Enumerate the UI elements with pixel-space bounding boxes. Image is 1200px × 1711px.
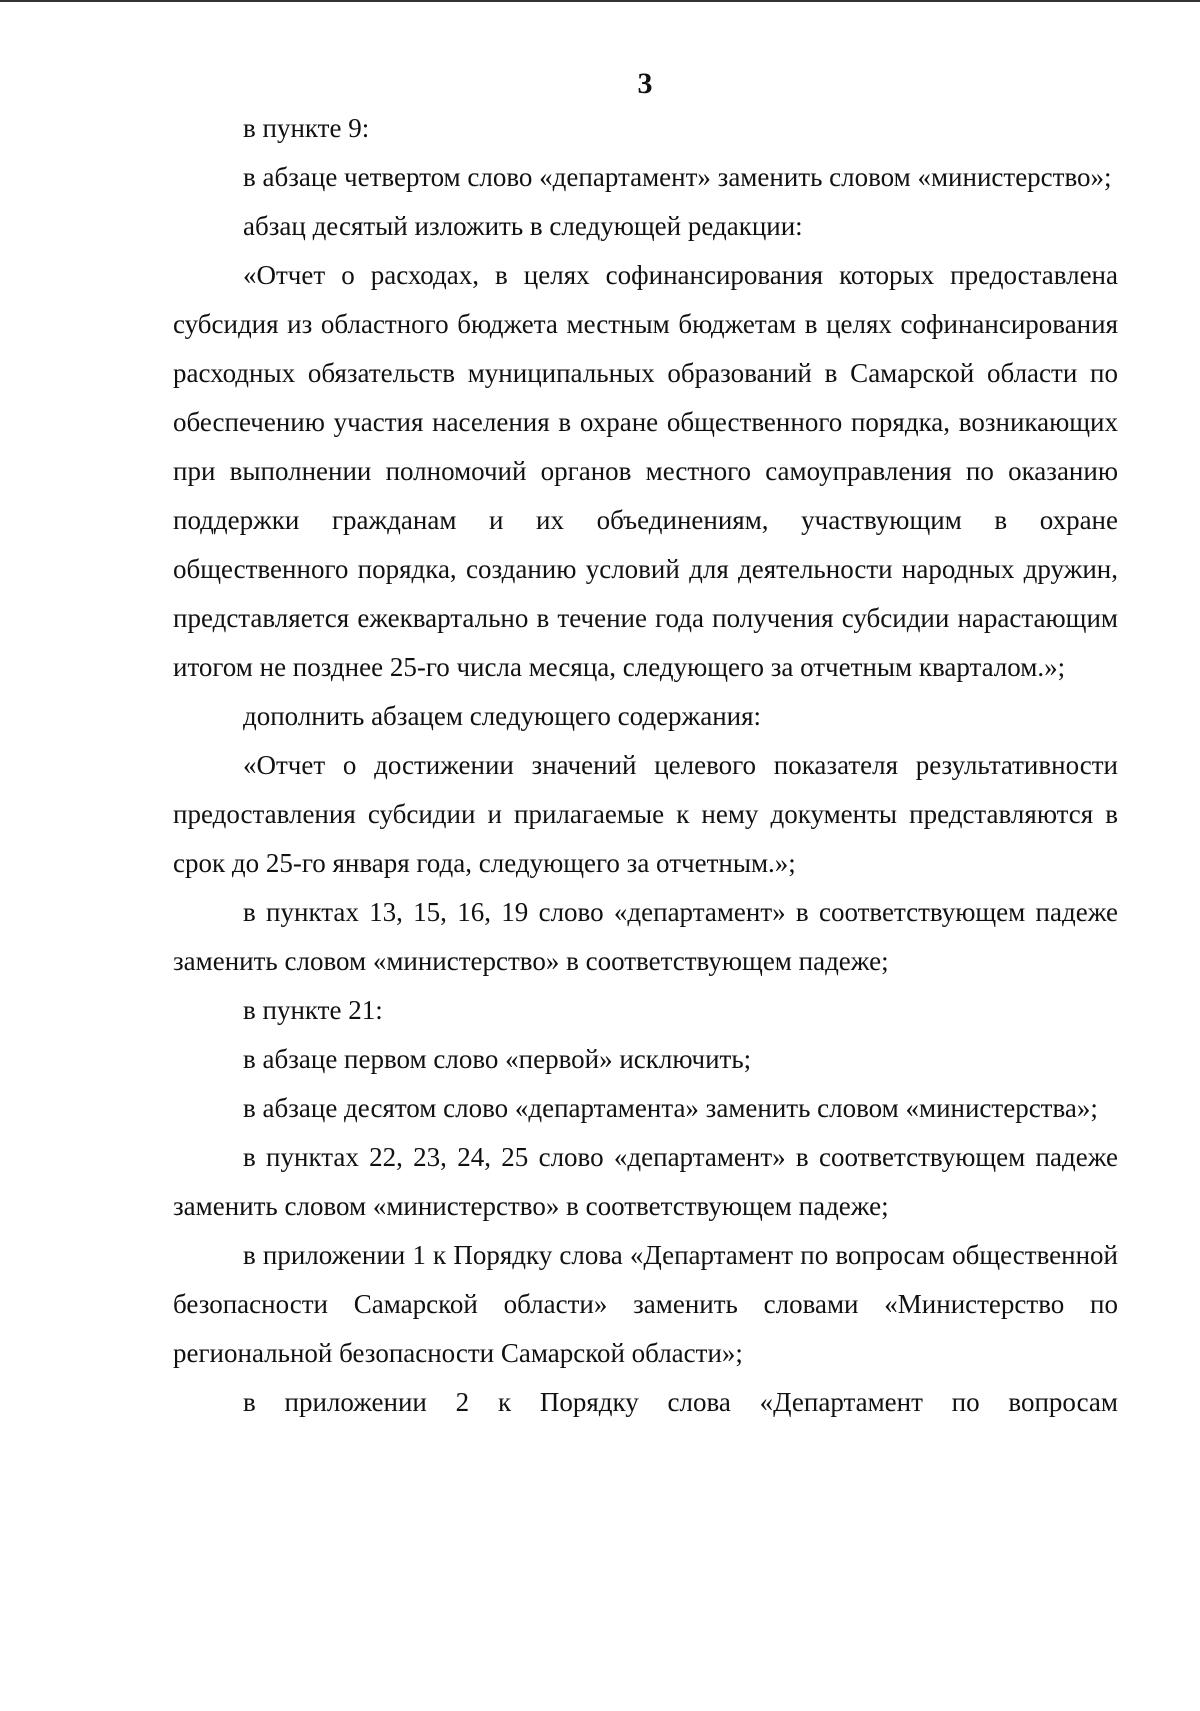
paragraph: в пунктах 13, 15, 16, 19 слово «департамент» в соответствующем падеже заменить словом «министерство» в соответствующем падеже; bbox=[173, 897, 1118, 976]
paragraph: в приложении 2 к Порядку слова «Департамент по вопросам bbox=[243, 1387, 1118, 1417]
paragraph: абзац десятый изложить в следующей редакции: bbox=[243, 211, 803, 241]
paragraph: в абзаце десятом слово «департамента» заменить словом «министерства»; bbox=[243, 1093, 1098, 1123]
page-number: 3 bbox=[637, 67, 653, 100]
page-top-border bbox=[0, 0, 1200, 2]
paragraph: в абзаце первом слово «первой» исключить; bbox=[243, 1044, 752, 1074]
paragraph: в приложении 1 к Порядку слова «Департамент по вопросам общественной безопасности Самарской области» заменить словами «Министерство по региональной безопасности Самарской области»; bbox=[173, 1240, 1118, 1368]
paragraph: дополнить абзацем следующего содержания: bbox=[243, 701, 762, 731]
paragraph: «Отчет о расходах, в целях софинансирования которых предоставлена субсидия из областного бюджета местным бюджетам в целях софинансирования расходных обязательств муниципальных образований в Самарской области по обеспечению участия населения в охране общественного порядка, возникающих при выполнении полномочий органов местного самоуправления по оказанию поддержки гражданам и их объединениям, участвующим в охране общественного порядка, созданию условий для деятельности народных дружин, представляется ежеквартально в течение года получения субсидии нарастающим итогом не позднее 25-го числа месяца, следующего за отчетным кварталом.»; bbox=[173, 260, 1118, 682]
paragraph: в абзаце четвертом слово «департамент» заменить словом «министерство»; bbox=[243, 162, 1112, 192]
paragraph: в пунктах 22, 23, 24, 25 слово «департамент» в соответствующем падеже заменить словом «министерство» в соответствующем падеже; bbox=[173, 1142, 1118, 1221]
paragraph: «Отчет о достижении значений целевого показателя результативности предоставления субсидии и прилагаемые к нему документы представляются в срок до 25-го января года, следующего за отчетным.»; bbox=[173, 750, 1118, 878]
document-body bbox=[173, 104, 1118, 1427]
paragraph: в пункте 21: bbox=[243, 995, 383, 1025]
paragraph: в пункте 9: bbox=[243, 113, 370, 143]
